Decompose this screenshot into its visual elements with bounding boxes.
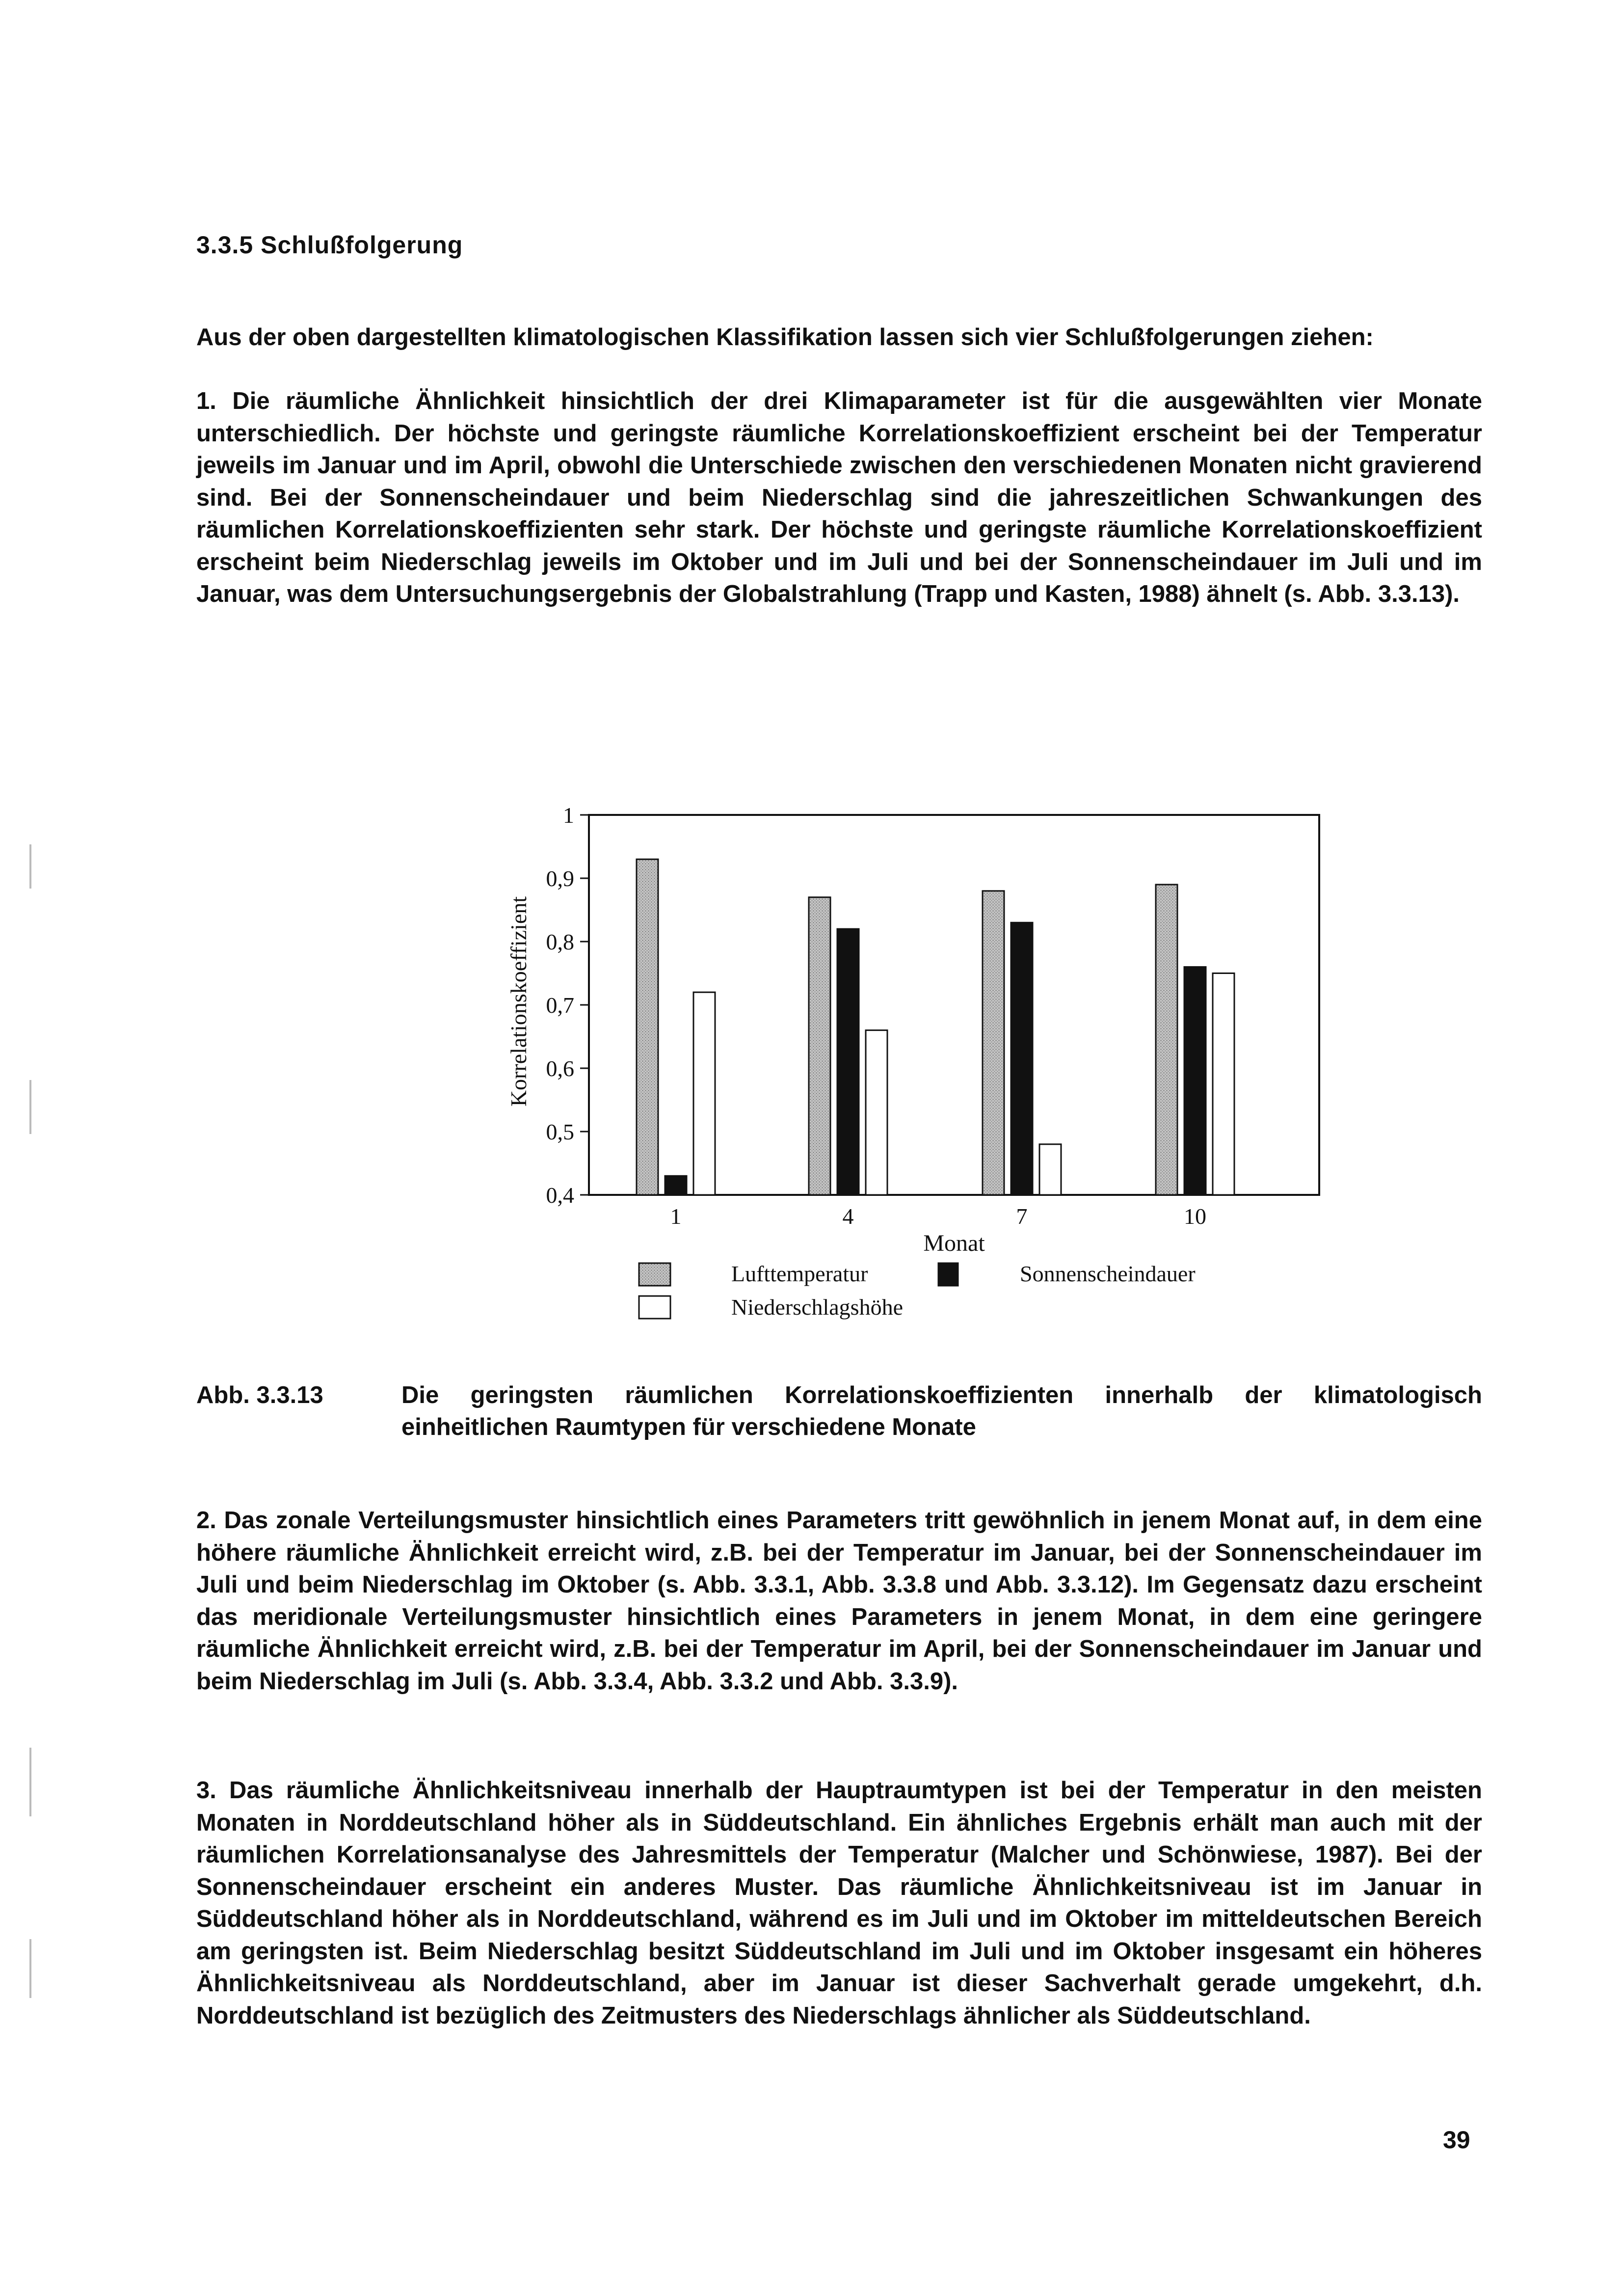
legend-label-lufttemperatur: Lufttemperatur: [731, 1261, 868, 1286]
bar-niederschlagshöhe-1: [693, 992, 715, 1195]
conclusion-paragraph-2: 2. Das zonale Verteilungsmuster hinsichtlich eines Parameters tritt gewöhnlich in jenem Monat auf, in dem eine höhere räumliche Ähnlichkeit erreicht wird, z.B. bei der Temperatur im Januar, bei der Sonnenscheindauer im Juli und beim Niederschlag im Oktober (s. Abb. 3.3.1, Abb. 3.3.8 und Abb. 3.3.12). Im Gegensatz dazu erscheint das meridionale Verteilungsmuster hinsichtlich eines Parameters in jenem Monat, in dem eine geringere räumliche Ähnlichkeit erreicht wird, z.B. bei der Temperatur im April, bei der Sonnenscheindauer im Januar und beim Niederschlag im Juli (s. Abb. 3.3.4, Abb. 3.3.2 und Abb. 3.3.9).: [196, 1507, 1482, 1695]
x-tick-label: 7: [1016, 1204, 1028, 1229]
bar-lufttemperatur-4: [809, 897, 830, 1195]
bar-sonnenscheindauer-1: [665, 1176, 687, 1195]
x-axis-label: Monat: [923, 1230, 985, 1256]
bar-niederschlagshöhe-7: [1039, 1144, 1061, 1195]
intro-paragraph: Aus der oben dargestellten klimatologischen Klassifikation lassen sich vier Schlußfolgerungen ziehen:: [196, 324, 1374, 351]
y-tick-label: 0,6: [546, 1056, 574, 1081]
figure-label: Abb. 3.3.13: [196, 1382, 323, 1408]
bar-sonnenscheindauer-4: [837, 929, 859, 1195]
legend-swatch-niederschlagshöhe: [639, 1296, 670, 1319]
legend-label-sonnenscheindauer: Sonnenscheindauer: [1020, 1261, 1196, 1286]
scan-margin-mark: [29, 1748, 31, 1816]
bar-lufttemperatur-7: [983, 891, 1004, 1195]
y-tick-label: 1: [563, 803, 574, 828]
y-axis-label: Korrelationskoeffizient: [506, 896, 531, 1107]
bar-lufttemperatur-10: [1156, 885, 1177, 1195]
y-tick-label: 0,8: [546, 929, 574, 954]
bar-lufttemperatur-1: [637, 859, 658, 1195]
y-tick-label: 0,7: [546, 993, 574, 1018]
conclusion-paragraph-3: 3. Das räumliche Ähnlichkeitsniveau innerhalb der Hauptraumtypen ist bei der Temperatur in den meisten Monaten in Norddeutschland höher als in Süddeutschland. Ein ähnliches Ergebnis erhält man auch mit der räumlichen Korrelationsanalyse des Jahresmittels der Temperatur (Malcher und Schönwiese, 1987). Bei der Sonnenscheindauer erscheint ein anderes Muster. Das räumliche Ähnlichkeitsniveau ist im Januar in Süddeutschland höher als in Norddeutschland, während es im Juli und im Oktober im mitteldeutschen Bereich am geringsten ist. Beim Niederschlag besitzt Süddeutschland im Juli und im Oktober insgesamt ein höheres Ähnlichkeitsniveau als Norddeutschland, aber im Januar ist dieser Sachverhalt gerade umgekehrt, d.h. Norddeutschland ist bezüglich des Zeitmusters des Niederschlags ähnlicher als Süddeutschland.: [196, 1777, 1482, 2029]
x-tick-label: 1: [670, 1204, 682, 1229]
y-tick-label: 0,5: [546, 1119, 574, 1144]
legend-swatch-lufttemperatur: [639, 1263, 670, 1286]
bar-niederschlagshöhe-10: [1213, 973, 1234, 1195]
legend-label-niederschlagshöhe: Niederschlagshöhe: [731, 1295, 903, 1320]
scan-margin-mark: [29, 844, 31, 889]
bar-sonnenscheindauer-7: [1011, 922, 1033, 1195]
x-tick-label: 4: [842, 1204, 854, 1229]
y-tick-label: 0,9: [546, 866, 574, 891]
bar-niederschlagshöhe-4: [866, 1030, 887, 1195]
bar-sonnenscheindauer-10: [1184, 967, 1206, 1195]
figure-caption: Die geringsten räumlichen Korrelationskoeffizienten innerhalb der klimatologisch einheitlichen Raumtypen für verschiedene Monate: [401, 1382, 1482, 1440]
scan-margin-mark: [29, 1080, 31, 1134]
section-heading: 3.3.5 Schlußfolgerung: [196, 231, 463, 259]
conclusion-paragraph-1: 1. Die räumliche Ähnlichkeit hinsichtlich der drei Klimaparameter ist für die ausgewählten vier Monate unterschiedlich. Der höchste und geringste räumliche Korrelationskoeffizient erscheint bei der Temperatur jeweils im Januar und im April, obwohl die Unterschiede zwischen den verschiedenen Monaten nicht gravierend sind. Bei der Sonnenscheindauer und beim Niederschlag sind die jahreszeitlichen Schwankungen des räumlichen Korrelationskoeffizienten sehr stark. Der höchste und geringste räumliche Korrelationskoeffizient erscheint beim Niederschlag jeweils im Oktober und im Juli und bei der Sonnenscheindauer im Juli und im Januar, was dem Untersuchungsergebnis der Globalstrahlung (Trapp und Kasten, 1988) ähnelt (s. Abb. 3.3.13).: [196, 388, 1482, 607]
y-tick-label: 0,4: [546, 1183, 574, 1208]
legend-swatch-sonnenscheindauer: [938, 1263, 958, 1286]
page-number: 39: [1443, 2126, 1470, 2154]
chart-legend: [639, 1261, 1196, 1320]
x-tick-label: 10: [1184, 1204, 1206, 1229]
scan-margin-mark: [29, 1939, 31, 1998]
